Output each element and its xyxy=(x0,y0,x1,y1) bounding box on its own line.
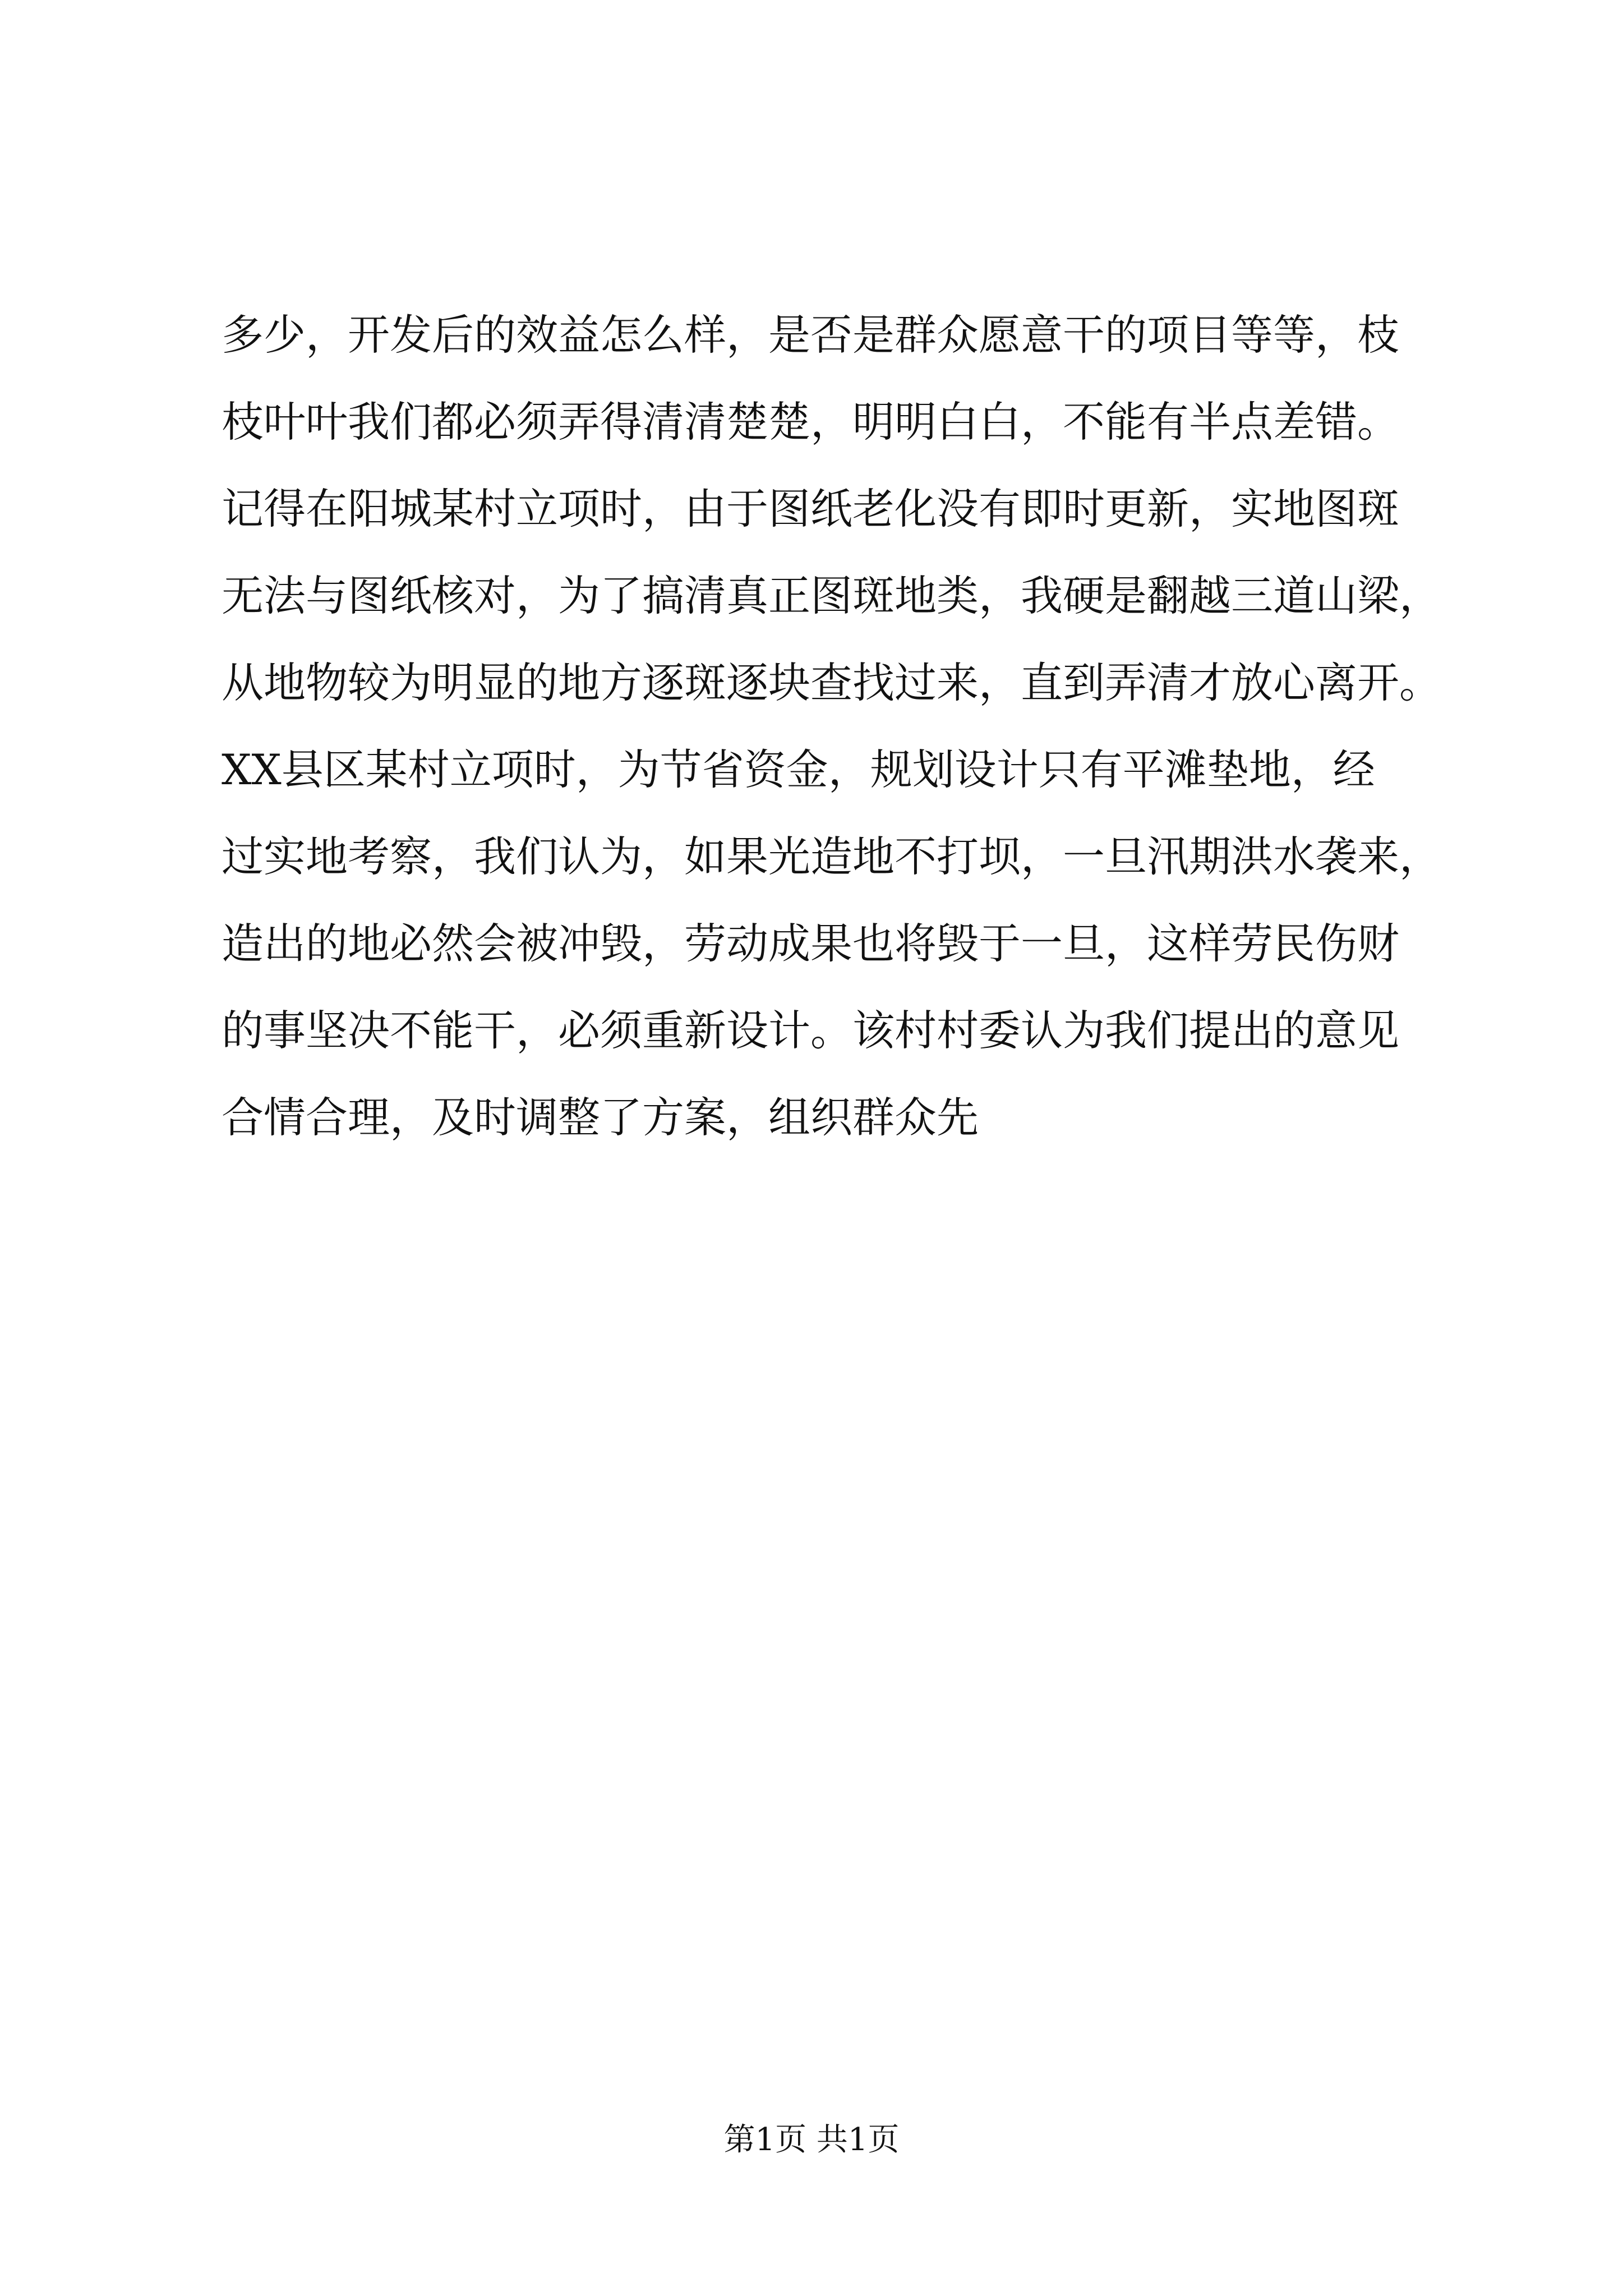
text-line: 多少，开发后的效益怎么样，是否是群众愿意干的项目等等，枝 xyxy=(222,310,1400,360)
text-line: 过实地考察，我们认为，如果光造地不打坝，一旦汛期洪水袭来， xyxy=(222,832,1442,881)
text-line: XX县区某村立项时，为节省资金，规划设计只有平滩垫地，经 xyxy=(222,745,1375,794)
text-line: 的事坚决不能干，必须重新设计。该村村委认为我们提出的意见 xyxy=(222,1006,1400,1055)
text-line: 无法与图纸核对，为了搞清真正图斑地类，我硬是翻越三道山梁， xyxy=(222,571,1442,620)
text-line: 枝叶叶我们都必须弄得清清楚楚，明明白白，不能有半点差错。 xyxy=(222,397,1400,447)
text-line: 从地物较为明显的地方逐斑逐块查找过来，直到弄清才放心离开。 xyxy=(222,658,1442,707)
page-footer xyxy=(0,2115,1623,2160)
body-text xyxy=(222,292,1442,1161)
page-number: 第1页 共1页 xyxy=(723,2122,900,2158)
text-line: 记得在阳城某村立项时，由于图纸老化没有即时更新，实地图斑 xyxy=(222,484,1400,533)
text-line: 合情合理，及时调整了方案，组织群众先 xyxy=(222,1093,979,1142)
text-line: 造出的地必然会被冲毁，劳动成果也将毁于一旦，这样劳民伤财 xyxy=(222,919,1400,968)
